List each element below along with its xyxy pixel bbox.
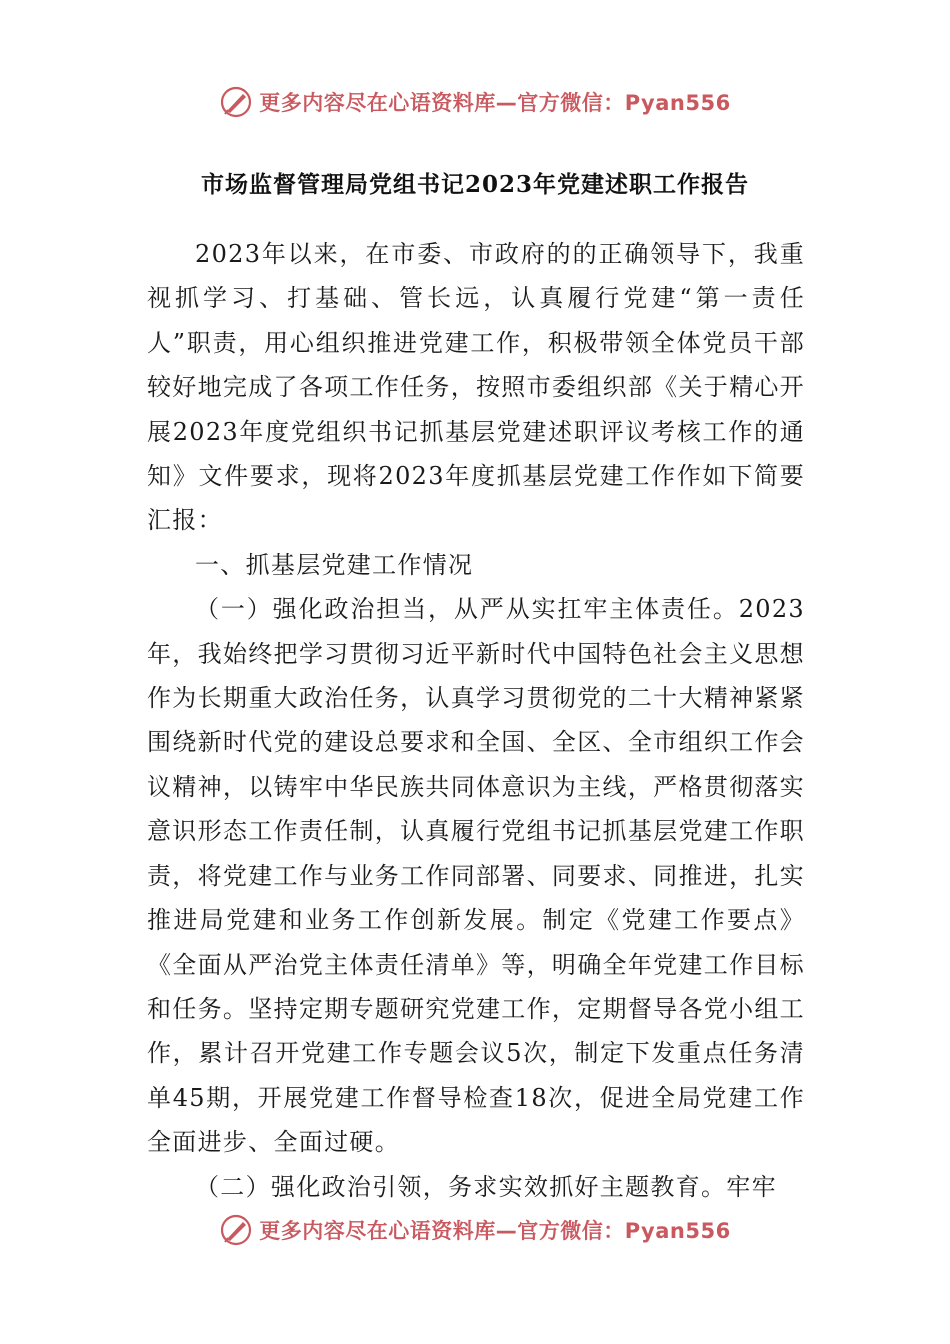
quill-pen-icon [219,85,253,119]
document-title: 市场监督管理局党组书记2023年党建述职工作报告 [200,171,749,198]
paragraph-intro: 2023年以来，在市委、市政府的的正确领导下，我重视抓学习、打基础、管长远，认真履行党建“第一责任人”职责，用心组织推进党建工作，积极带领全体党员干部较好地完成了各项工作任务，按照市委组织部《关于精心开展2023年度党组织书记抓基层党建述职评议考核工作的通知》文件要求，现将2023年度抓基层党建工作作如下简要汇报： [147,240,805,535]
section-heading: 一、抓基层党建工作情况 [195,550,474,579]
document-body [147,232,805,1209]
watermark-banner-bottom [0,1208,950,1252]
watermark-banner-top [0,80,950,124]
watermark-text: 更多内容尽在心语资料库—官方微信：Pyan556 [259,1219,731,1243]
paragraph-item-1: （一）强化政治担当，从严从实扛牢主体责任。2023年，我始终把学习贯彻习近平新时代中国特色社会主义思想作为长期重大政治任务，认真学习贯彻党的二十大精神紧紧围绕新时代党的建设总要求和全国、全区、全市组织工作会议精神，以铸牢中华民族共同体意识为主线，严格贯彻落实意识形态工作责任制，认真履行党组书记抓基层党建工作职责，将党建工作与业务工作同部署、同要求、同推进，扎实推进局党建和业务工作创新发展。制定《党建工作要点》《全面从严治党主体责任清单》等，明确全年党建工作目标和任务。坚持定期专题研究党建工作，定期督导各党小组工作，累计召开党建工作专题会议5次，制定下发重点任务清单45期，开展党建工作督导检查18次，促进全局党建工作全面进步、全面过硬。 [147,595,805,1157]
quill-pen-icon [219,1213,253,1247]
watermark-text: 更多内容尽在心语资料库—官方微信：Pyan556 [259,91,731,115]
paragraph-item-2: （二）强化政治引领，务求实效抓好主题教育。牢牢 [195,1172,777,1201]
